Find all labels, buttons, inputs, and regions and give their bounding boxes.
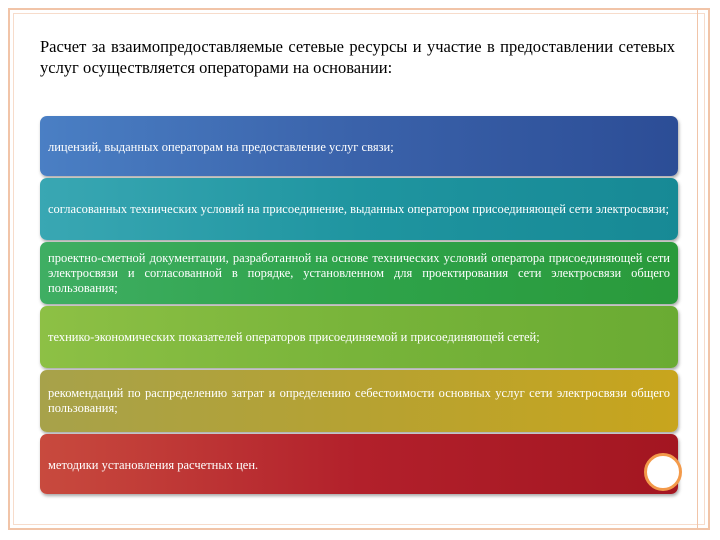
basis-item-cost-recommendations xyxy=(40,370,678,432)
basis-item-label: проектно-сметной документации, разработанной на основе технических условий оператора присоединяющей сети электросвязи и согласованной в порядке, установленном для проектирования сети электросвязи общего пользования; xyxy=(48,250,670,295)
intro-text: Расчет за взаимопредоставляемые сетевые ресурсы и участие в предоставлении сетевых услуг осуществляется операторами на основании: xyxy=(40,37,675,77)
basis-item-economic-indicators xyxy=(40,306,678,368)
basis-item-licenses xyxy=(40,116,678,176)
accent-line xyxy=(697,10,698,528)
basis-item-project-documentation xyxy=(40,242,678,304)
basis-list xyxy=(40,116,678,496)
basis-item-label: лицензий, выданных операторам на предоставление услуг связи; xyxy=(48,140,394,154)
basis-item-label: согласованных технических условий на присоединение, выданных оператором присоединяющей сети электросвязи; xyxy=(48,201,669,216)
basis-item-label: методики установления расчетных цен. xyxy=(48,458,259,472)
basis-item-technical-conditions xyxy=(40,178,678,240)
accent-circle xyxy=(644,453,682,491)
basis-item-pricing-methodology xyxy=(40,434,678,494)
basis-item-label: рекомендаций по распределению затрат и определению себестоимости основных услуг сети электросвязи общего пользования; xyxy=(48,386,670,415)
basis-item-label: технико-экономических показателей операторов присоединяемой и присоединяющей сетей; xyxy=(48,329,540,344)
